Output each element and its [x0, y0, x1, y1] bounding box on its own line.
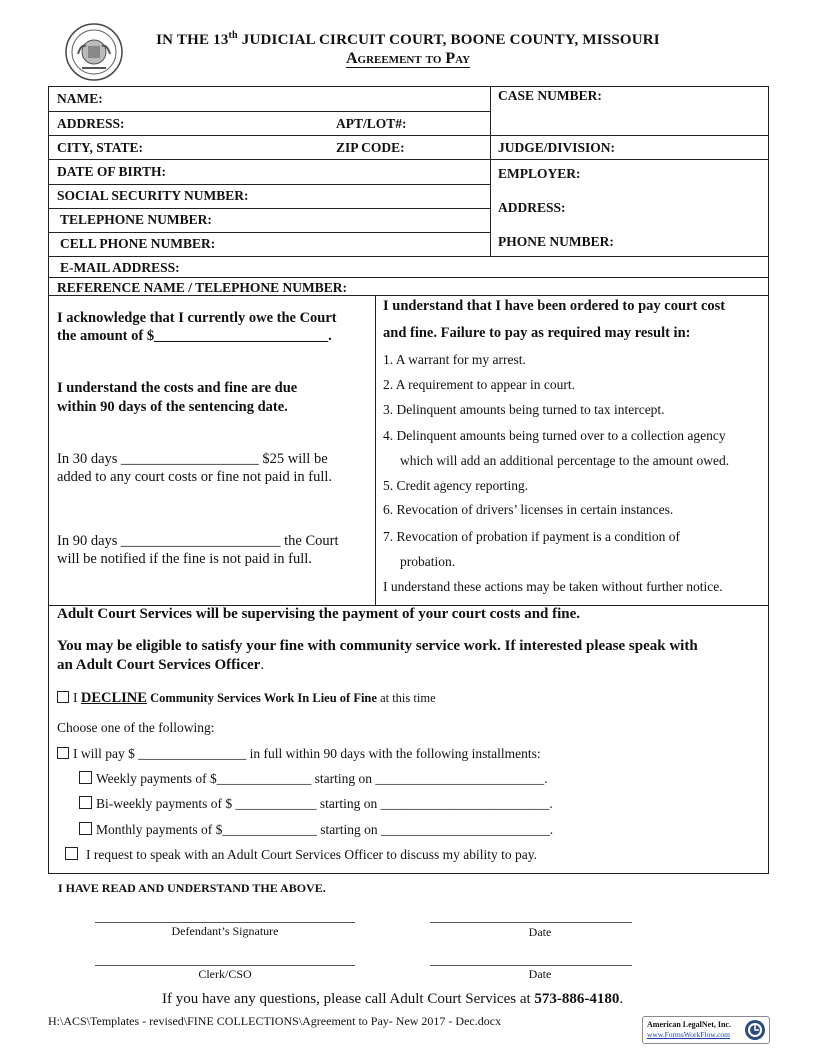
address-field[interactable]: ADDRESS: [57, 116, 125, 131]
logo-emblem-icon [744, 1019, 766, 1041]
employer-phone-field[interactable]: PHONE NUMBER: [498, 234, 614, 249]
decline-option: I DECLINE Community Services Work In Lieu of Fine at this time [57, 690, 436, 707]
due-line1: I understand the costs and fine are due [57, 380, 298, 396]
consequence-item: 2. A requirement to appear in court. [383, 377, 575, 392]
questions-contact: If you have any questions, please call Adult Court Services at 573-886-4180. [162, 991, 624, 1007]
consequence-item: 3. Delinquent amounts being turned to tax intercept. [383, 402, 665, 417]
pay-in-full-option: I will pay $ ________________ in full within 90 days with the following installments: [57, 746, 541, 762]
request-officer-option: I request to speak with an Adult Court Services Officer to discuss my ability to pay. [65, 847, 537, 863]
consequence-item: 1. A warrant for my arrest. [383, 352, 526, 367]
choose-label: Choose one of the following: [57, 720, 215, 735]
clerk-signature-line[interactable] [95, 965, 355, 966]
monthly-option: Monthly payments of $______________ starting on _________________________. [79, 822, 553, 838]
ack-owe-line2[interactable]: the amount of $________________________. [57, 328, 332, 344]
eligibility-line1: You may be eligible to satisfy your fine with community service work. If interested please speak with [57, 638, 698, 654]
date-line-2[interactable] [430, 965, 632, 966]
due-line2: within 90 days of the sentencing date. [57, 399, 288, 415]
weekly-option: Weekly payments of $______________ starting on _________________________. [79, 771, 548, 787]
consequence-item: 6. Revocation of drivers’ licenses in certain instances. [383, 502, 674, 517]
ack-owe-line1: I acknowledge that I currently owe the Court [57, 310, 337, 326]
contact-phone[interactable]: 573-886-4180 [534, 991, 620, 1007]
clerk-signature-label: Clerk/CSO [198, 967, 252, 981]
monthly-checkbox[interactable] [79, 822, 92, 835]
court-heading: IN THE 13th JUDICIAL CIRCUIT COURT, BOONE COUNTY, MISSOURI [156, 30, 660, 48]
consequence-notice: I understand these actions may be taken without further notice. [383, 579, 723, 594]
defendant-signature-line[interactable] [95, 922, 355, 923]
form-title: Agreement to Pay [345, 50, 471, 67]
judge-division-field[interactable]: JUDGE/DIVISION: [498, 140, 616, 155]
date-of-birth-field[interactable]: DATE OF BIRTH: [57, 164, 167, 179]
reference-field[interactable]: REFERENCE NAME / TELEPHONE NUMBER: [57, 280, 348, 295]
consequences-intro-line1: I understand that I have been ordered to pay court cost [383, 298, 726, 314]
supervision-notice: Adult Court Services will be supervising the payment of your court costs and fine. [57, 606, 581, 622]
case-number-field[interactable]: CASE NUMBER: [498, 88, 602, 103]
employer-field[interactable]: EMPLOYER: [498, 166, 581, 181]
biweekly-checkbox[interactable] [79, 796, 92, 809]
weekly-checkbox[interactable] [79, 771, 92, 784]
zip-code-field[interactable]: ZIP CODE: [336, 140, 405, 155]
consequences-intro-line2: and fine. Failure to pay as required may result in: [383, 325, 691, 341]
american-legalnet-logo: American LegalNet, Inc. www.FormsWorkFlow.com [642, 1016, 770, 1044]
city-state-field[interactable]: CITY, STATE: [57, 140, 144, 155]
consequence-item: probation. [400, 554, 456, 569]
days90-line2: will be notified if the fine is not paid in full. [57, 551, 312, 567]
consequence-item: which will add an additional percentage to the amount owed. [400, 453, 730, 468]
biweekly-option: Bi-weekly payments of $ ____________ starting on _________________________. [79, 796, 553, 812]
date-line-1[interactable] [430, 922, 632, 923]
ssn-field[interactable]: SOCIAL SECURITY NUMBER: [57, 188, 249, 203]
days90-line1[interactable]: In 90 days ______________________ the Court [57, 533, 339, 549]
telephone-field[interactable]: TELEPHONE NUMBER: [60, 212, 212, 227]
employer-address-field[interactable]: ADDRESS: [498, 200, 566, 215]
cell-phone-field[interactable]: CELL PHONE NUMBER: [60, 236, 216, 251]
name-field[interactable]: NAME: [57, 91, 103, 106]
defendant-signature-label: Defendant’s Signature [171, 924, 279, 938]
email-field[interactable]: E-MAIL ADDRESS: [60, 260, 180, 275]
days30-line2: added to any court costs or fine not paid in full. [57, 469, 333, 485]
consequence-item: 4. Delinquent amounts being turned over to a collection agency [383, 428, 726, 443]
document-path: H:\ACS\Templates - revised\FINE COLLECTIONS\Agreement to Pay- New 2017 - Dec.docx [48, 1014, 502, 1028]
decline-checkbox[interactable] [57, 691, 69, 703]
consequence-item: 5. Credit agency reporting. [383, 478, 529, 493]
date-label-2: Date [528, 967, 552, 981]
request-officer-checkbox[interactable] [65, 847, 78, 860]
read-understand-statement: I HAVE READ AND UNDERSTAND THE ABOVE. [58, 881, 326, 895]
consequence-item: 7. Revocation of probation if payment is a condition of [383, 529, 680, 544]
apt-lot-field[interactable]: APT/LOT#: [336, 116, 407, 131]
days30-line1[interactable]: In 30 days ___________________ $25 will be [57, 451, 328, 467]
date-label-1: Date [528, 925, 552, 939]
pay-in-full-checkbox[interactable] [57, 747, 69, 759]
eligibility-line2: an Adult Court Services Officer. [57, 657, 265, 673]
